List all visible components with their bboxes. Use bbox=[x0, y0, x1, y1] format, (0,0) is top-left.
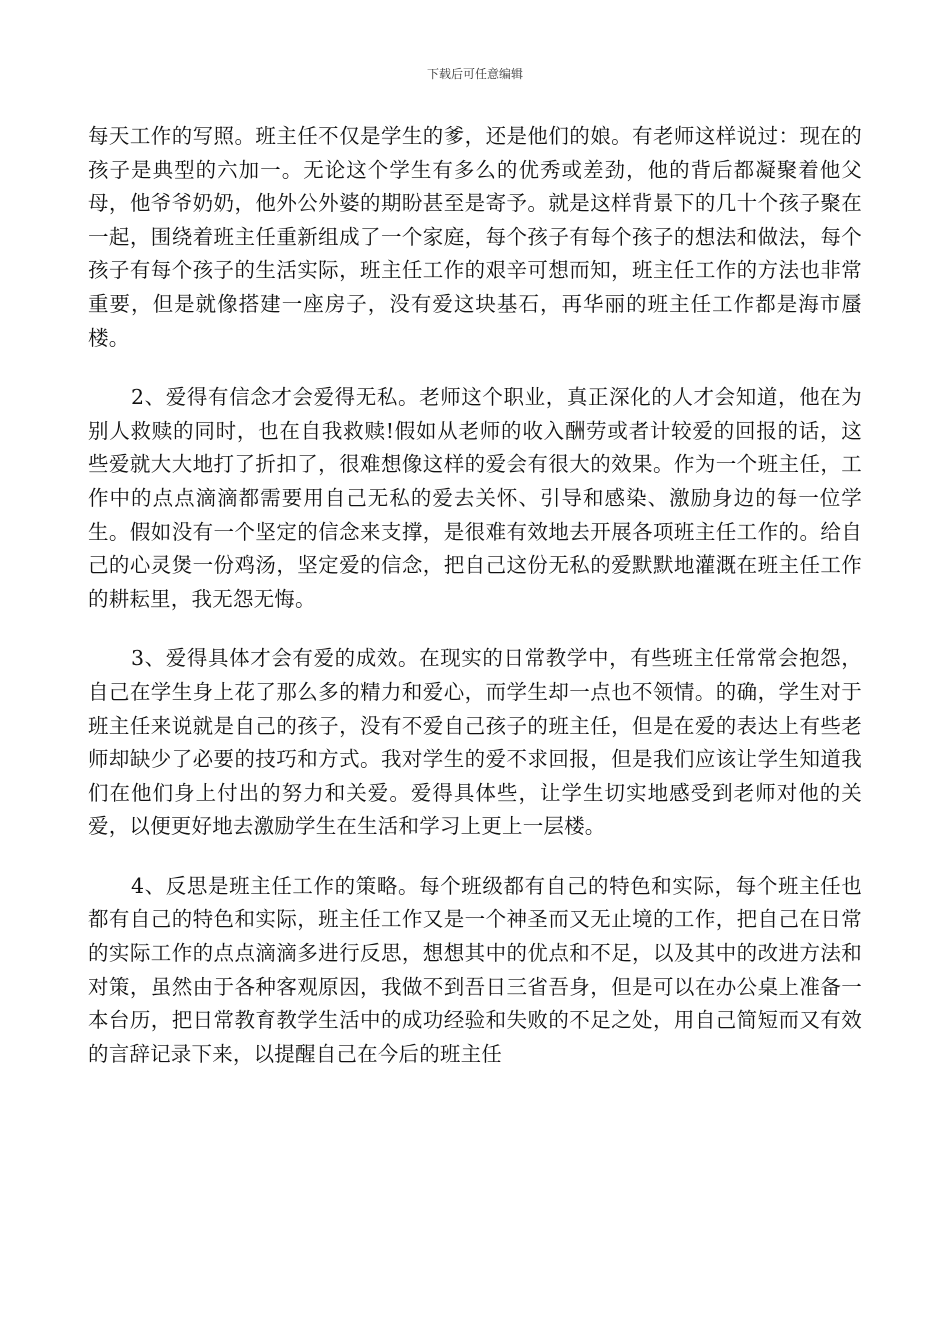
document-body bbox=[88, 120, 862, 1071]
paragraph-point-2: 2、爱得有信念才会爱得无私。老师这个职业，真正深化的人才会知道，他在为别人救赎的同时，也在自我救赎!假如从老师的收入酬劳或者计较爱的回报的话，这些爱就大大地打了折扣了，很难想像这样的爱会有很大的效果。作为一个班主任，工作中的点点滴滴都需要用自己无私的爱去关怀、引导和感染、激励身边的每一位学生。假如没有一个坚定的信念来支撑，是很难有效地去开展各项班主任工作的。给自己的心灵煲一份鸡汤，坚定爱的信念，把自己这份无私的爱默默地灌溉在班主任工作的耕耘里，我无怨无悔。 bbox=[88, 385, 862, 611]
paragraph-continued: 每天工作的写照。班主任不仅是学生的爹，还是他们的娘。有老师这样说过：现在的孩子是典型的六加一。无论这个学生有多么的优秀或差劲，他的背后都凝聚着他父母，他爷爷奶奶，他外公外婆的期盼甚至是寄予。就是这样背景下的几十个孩子聚在一起，围绕着班主任重新组成了一个家庭，每个孩子有每个孩子的想法和做法，每个孩子有每个孩子的生活实际，班主任工作的艰辛可想而知，班主任工作的方法也非常重要，但是就像搭建一座房子，没有爱这块基石，再华丽的班主任工作都是海市蜃楼。 bbox=[88, 124, 862, 350]
paragraph-point-4: 4、反思是班主任工作的策略。每个班级都有自己的特色和实际，每个班主任也都有自己的特色和实际，班主任工作又是一个神圣而又无止境的工作，把自己在日常的实际工作的点点滴滴多进行反思，想想其中的优点和不足，以及其中的改进方法和对策，虽然由于各种客观原因，我做不到吾日三省吾身，但是可以在办公桌上准备一本台历，把日常教育教学生活中的成功经验和失败的不足之处，用自己简短而又有效的言辞记录下来，以提醒自己在今后的班主任 bbox=[88, 873, 862, 1066]
page-header: 下载后可任意编辑 bbox=[426, 67, 523, 81]
paragraph-point-3: 3、爱得具体才会有爱的成效。在现实的日常教学中，有些班主任常常会抱怨，自己在学生身上花了那么多的精力和爱心，而学生却一点也不领情。的确，学生对于班主任来说就是自己的孩子，没有不爱自己孩子的班主任，但是在爱的表达上有些老师却缺少了必要的技巧和方式。我对学生的爱不求回报，但是我们应该让学生知道我们在他们身上付出的努力和关爱。爱得具体些，让学生切实地感受到老师对他的关爱，以便更好地去激励学生在生活和学习上更上一层楼。 bbox=[88, 646, 862, 839]
